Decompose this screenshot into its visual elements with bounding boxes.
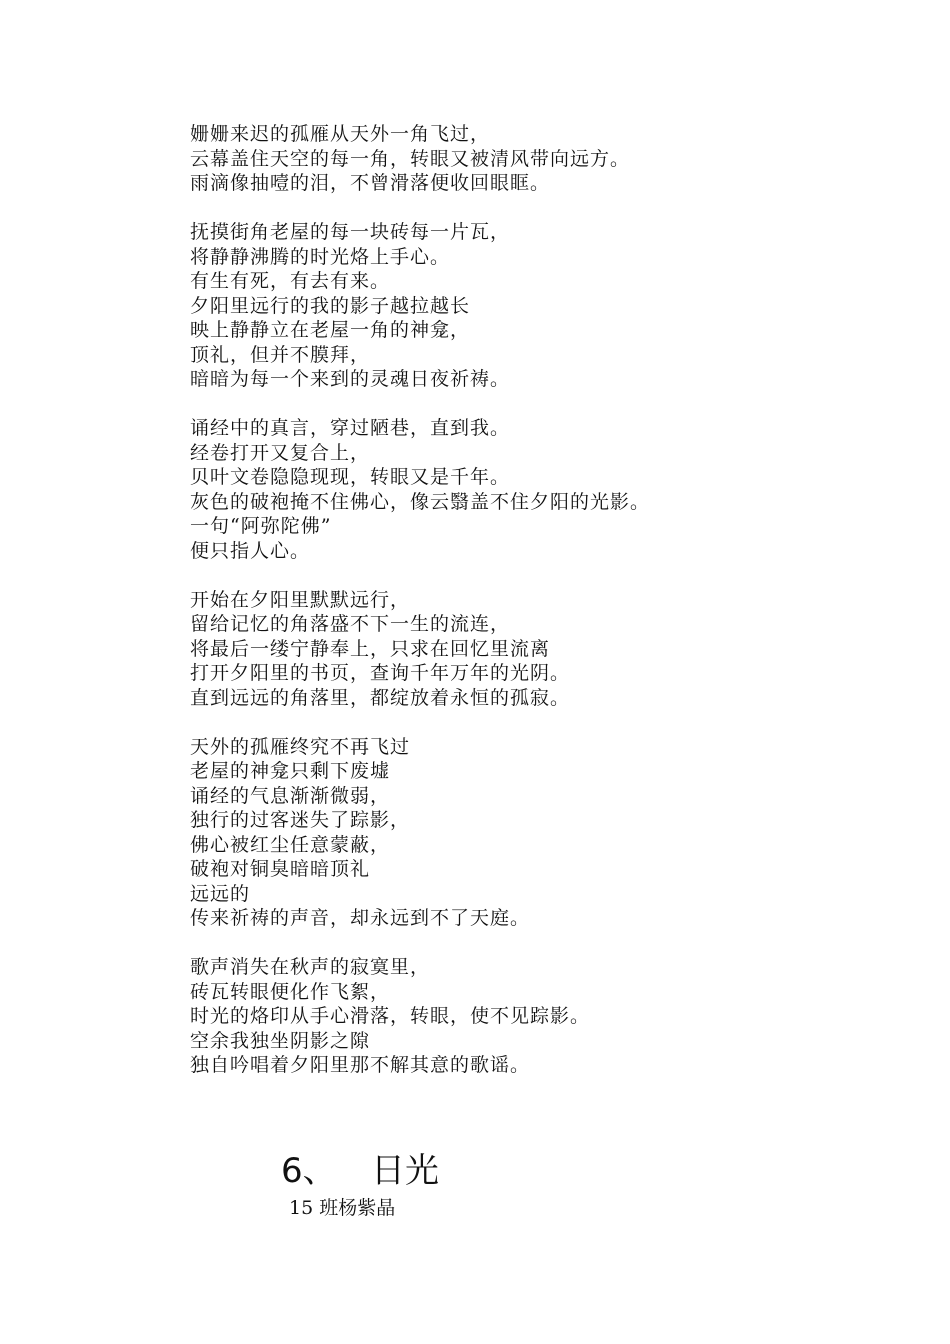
poem-line: 云幕盖住天空的每一角，转眼又被清风带向远方。 bbox=[190, 147, 631, 170]
poem-line: 贝叶文卷隐隐现现，转眼又是千年。 bbox=[190, 466, 511, 488]
section-title: 日光 bbox=[371, 1151, 439, 1191]
poem-line: 破袍对铜臭暗暗顶礼 bbox=[190, 858, 371, 880]
poem-stanza bbox=[190, 735, 830, 931]
poem-line: 独自吟唱着夕阳里那不解其意的歌谣。 bbox=[190, 1054, 531, 1076]
poem-line: 远远的 bbox=[190, 882, 251, 905]
poem-stanza bbox=[190, 416, 830, 563]
author-byline: 15 班杨紫晶 bbox=[289, 1197, 396, 1219]
poem-line: 空余我独坐阴影之隙 bbox=[190, 1029, 371, 1052]
poem-line: 诵经的气息渐渐微弱， bbox=[190, 784, 391, 807]
poem-line: 留给记忆的角落盛不下一生的流连， bbox=[190, 613, 511, 635]
poem-line: 传来祈祷的声音，却永远到不了天庭。 bbox=[190, 907, 531, 929]
poem-line: 开始在夕阳里默默远行， bbox=[190, 588, 411, 611]
poem-line: 姗姗来迟的孤雁从天外一角飞过， bbox=[190, 123, 491, 145]
poem-stanza bbox=[190, 122, 830, 196]
poem-line: 歌声消失在秋声的寂寞里， bbox=[190, 956, 431, 978]
poem-line: 时光的烙印从手心滑落，转眼，使不见踪影。 bbox=[190, 1005, 591, 1027]
poem-line: 直到远远的角落里，都绽放着永恒的孤寂。 bbox=[190, 686, 571, 709]
poem-line: 便只指人心。 bbox=[190, 539, 311, 562]
poem-line: 灰色的破袍掩不住佛心，像云翳盖不住夕阳的光影。 bbox=[190, 490, 651, 513]
poem-line: 暗暗为每一个来到的灵魂日夜祈祷。 bbox=[190, 368, 511, 390]
poem-line: 经卷打开又复合上， bbox=[190, 441, 371, 464]
poem-stanza bbox=[190, 588, 830, 711]
poem-line: 诵经中的真言，穿过陋巷，直到我。 bbox=[190, 417, 511, 439]
poem-line: 映上静静立在老屋一角的神龛， bbox=[190, 319, 471, 341]
poem-stanza bbox=[190, 955, 830, 1078]
poem-stanza bbox=[190, 220, 830, 392]
poem-line: 独行的过客迷失了踪影， bbox=[190, 809, 411, 831]
poem-line: 将最后一缕宁静奉上，只求在回忆里流离 bbox=[190, 637, 551, 660]
poem-body bbox=[190, 122, 830, 1102]
poem-line: 佛心被红尘任意蒙蔽， bbox=[190, 833, 391, 856]
poem-line: 砖瓦转眼便化作飞絮， bbox=[190, 980, 391, 1003]
poem-line: 将静静沸腾的时光烙上手心。 bbox=[190, 245, 451, 268]
poem-line: 打开夕阳里的书页，查询千年万年的光阴。 bbox=[190, 662, 571, 684]
poem-line: 有生有死，有去有来。 bbox=[190, 270, 391, 292]
poem-line: 抚摸街角老屋的每一块砖每一片瓦， bbox=[190, 221, 511, 243]
poem-line: 天外的孤雁终究不再飞过 bbox=[190, 735, 411, 758]
poem-line: 雨滴像抽噎的泪，不曾滑落便收回眼眶。 bbox=[190, 172, 551, 194]
poem-line: 夕阳里远行的我的影子越拉越长 bbox=[190, 294, 471, 317]
poem-line: 顶礼，但并不膜拜， bbox=[190, 343, 371, 366]
section-heading bbox=[281, 1148, 439, 1194]
poem-line: 老屋的神龛只剩下废墟 bbox=[190, 760, 391, 782]
section-number: 6、 bbox=[281, 1151, 337, 1191]
poem-line: 一句“阿弥陀佛” bbox=[190, 515, 332, 537]
